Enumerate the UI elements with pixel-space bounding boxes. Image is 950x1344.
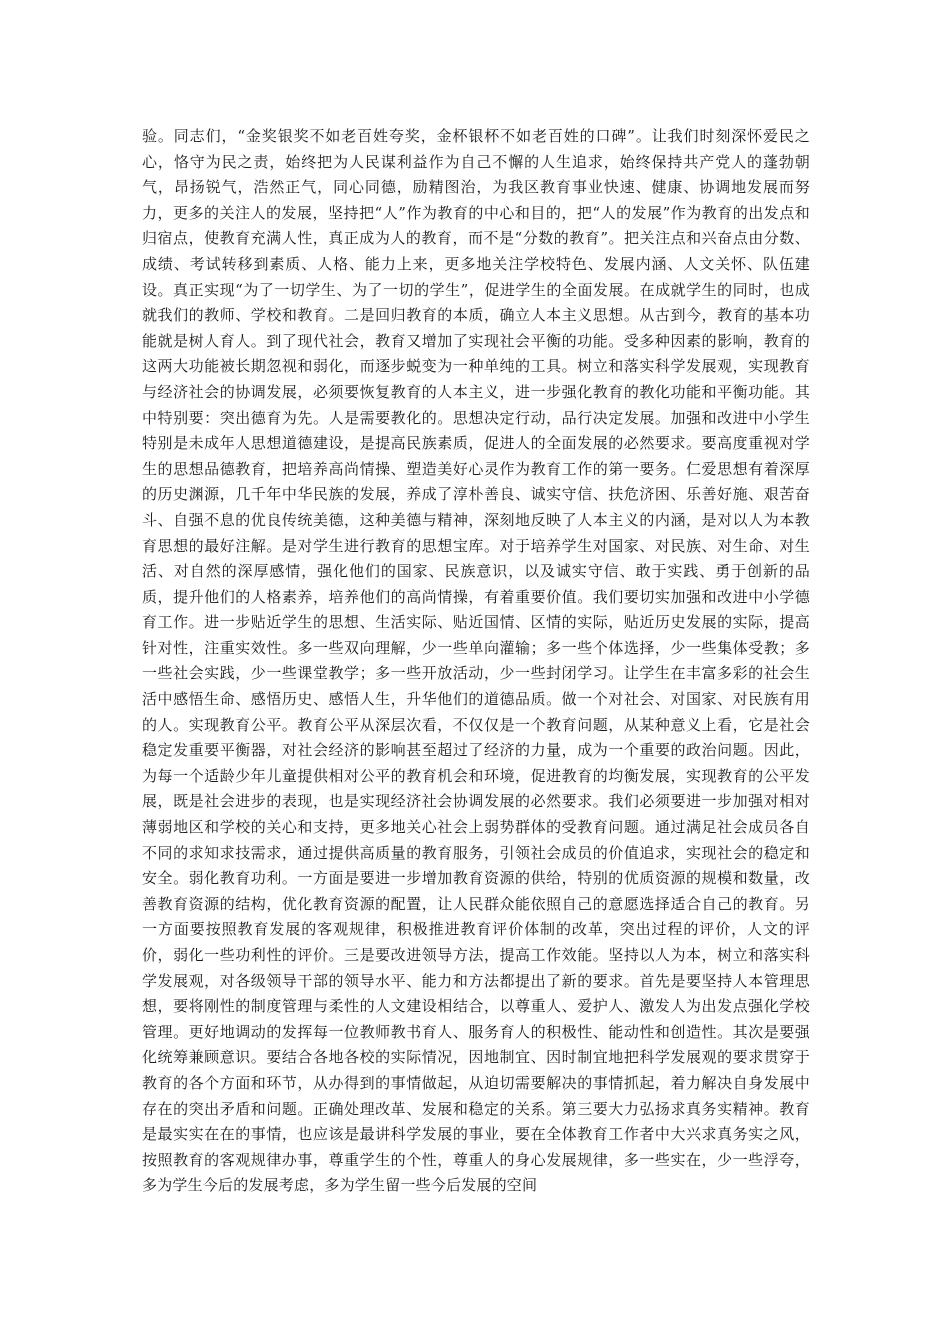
body-paragraph: 验。同志们，“金奖银奖不如老百姓夸奖，金杯银杯不如老百姓的口碑”。让我们时刻深怀爱民之心，恪守为民之责，始终把为人民谋利益作为自己不懈的人生追求，始终保持共产党人的蓬勃朝气，昂扬锐气，浩然正气，同心同德，励精图治，为我区教育事业快速、健康、协调地发展而努力，更多的关注人的发展，坚持把“人”作为教育的中心和目的，把“人的发展”作为教育的出发点和归宿点，使教育充满人性，真正成为人的教育，而不是“分数的教育”。把关注点和兴奋点由分数、成绩、考试转移到素质、人格、能力上来，更多地关注学校特色、发展内涵、人文关怀、队伍建设。真正实现“为了一切学生、为了一切的学生”，促进学生的全面发展。在成就学生的同时，也成就我们的教师、学校和教育。二是回归教育的本质，确立人本主义思想。从古到今，教育的基本功能就是树人育人。到了现代社会，教育又增加了实现社会平衡的功能。受多种因素的影响，教育的这两大功能被长期忽视和弱化，而逐步蜕变为一种单纯的工具。树立和落实科学发展观，实现教育与经济社会的协调发展，必须要恢复教育的人本主义，进一步强化教育的教化功能和平衡功能。其中特别要：突出德育为先。人是需要教化的。思想决定行动，品行决定发展。加强和改进中小学生特别是未成年人思想道德建设，是提高民族素质，促进人的全面发展的必然要求。要高度重视对学生的思想品德教育，把培养高尚情操、塑造美好心灵作为教育工作的第一要务。仁爱思想有着深厚的历史渊源，几千年中华民族的发展，养成了淳朴善良、诚实守信、扶危济困、乐善好施、艰苦奋斗、自强不息的优良传统美德，这种美德与精神，深刻地反映了人本主义的内涵，是对以人为本教育思想的最好注解。是对学生进行教育的思想宝库。对于培养学生对国家、对民族、对生命、对生活、对自然的深厚感情，强化他们的国家、民族意识，以及诚实守信、敢于实践、勇于创新的品质，提升他们的人格素养，培养他们的高尚情操，有着重要价值。我们要切实加强和改进中小学德育工作。进一步贴近学生的思想、生活实际、贴近国情、区情的实际，贴近历史发展的实际，提高针对性，注重实效性。多一些双向理解，少一些单向灌输；多一些个体选择，少一些集体受教；多一些社会实践，少一些课堂教学；多一些开放活动，少一些封闭学习。让学生在丰富多彩的社会生活中感悟生命、感悟历史、感悟人生，升华他们的道德品质。做一个对社会、对国家、对民族有用的人。实现教育公平。教育公平从深层次看，不仅仅是一个教育问题，从某种意义上看，它是社会稳定发重要平衡器，对社会经济的影响甚至超过了经济的力量，成为一个重要的政治问题。因此，为每一个适龄少年儿童提供相对公平的教育机会和环境，促进教育的均衡发展，实现教育的公平发展，既是社会进步的表现，也是实现经济社会协调发展的必然要求。我们必须要进一步加强对相对薄弱地区和学校的关心和支持，更多地关心社会上弱势群体的受教育问题。通过满足社会成员各自不同的求知求技需求，通过提供高质量的教育服务，引领社会成员的价值追求，实现社会的稳定和安全。弱化教育功利。一方面是要进一步增加教育资源的供给，特别的优质资源的规模和数量，改善教育资源的结构，优化教育资源的配置，让人民群众能依照自己的意愿选择适合自己的教育。另一方面要按照教育发展的客观规律，积极推进教育评价体制的改革，突出过程的评价，人文的评价，弱化一些功利性的评价。三是要改进领导方法，提高工作效能。坚持以人为本，树立和落实科学发展观，对各级领导干部的领导水平、能力和方法都提出了新的要求。首先是要坚持人本管理思想，要将刚性的制度管理与柔性的人文建设相结合，以尊重人、爱护人、激发人为出发点强化学校管理。更好地调动的发挥每一位教师教书育人、服务育人的积极性、能动性和创造性。其次是要强化统筹兼顾意识。要结合各地各校的实际情况，因地制宜、因时制宜地把科学发展观的要求贯穿于教育的各个方面和环节，从办得到的事情做起，从迫切需要解决的事情抓起，着力解决自身发展中存在的突出矛盾和问题。正确处理改革、发展和稳定的关系。第三要大力弘扬求真务实精神。教育是最实实在在的事情，也应该是最讲科学发展的事业，要在全体教育工作者中大兴求真务实之风，按照教育的客观规律办事，尊重学生的个性，尊重人的身心发展规律，多一些实在，少一些浮夸，多为学生今后的发展考虑，多为学生留一些今后发展的空间 xyxy=(142,127,810,1195)
